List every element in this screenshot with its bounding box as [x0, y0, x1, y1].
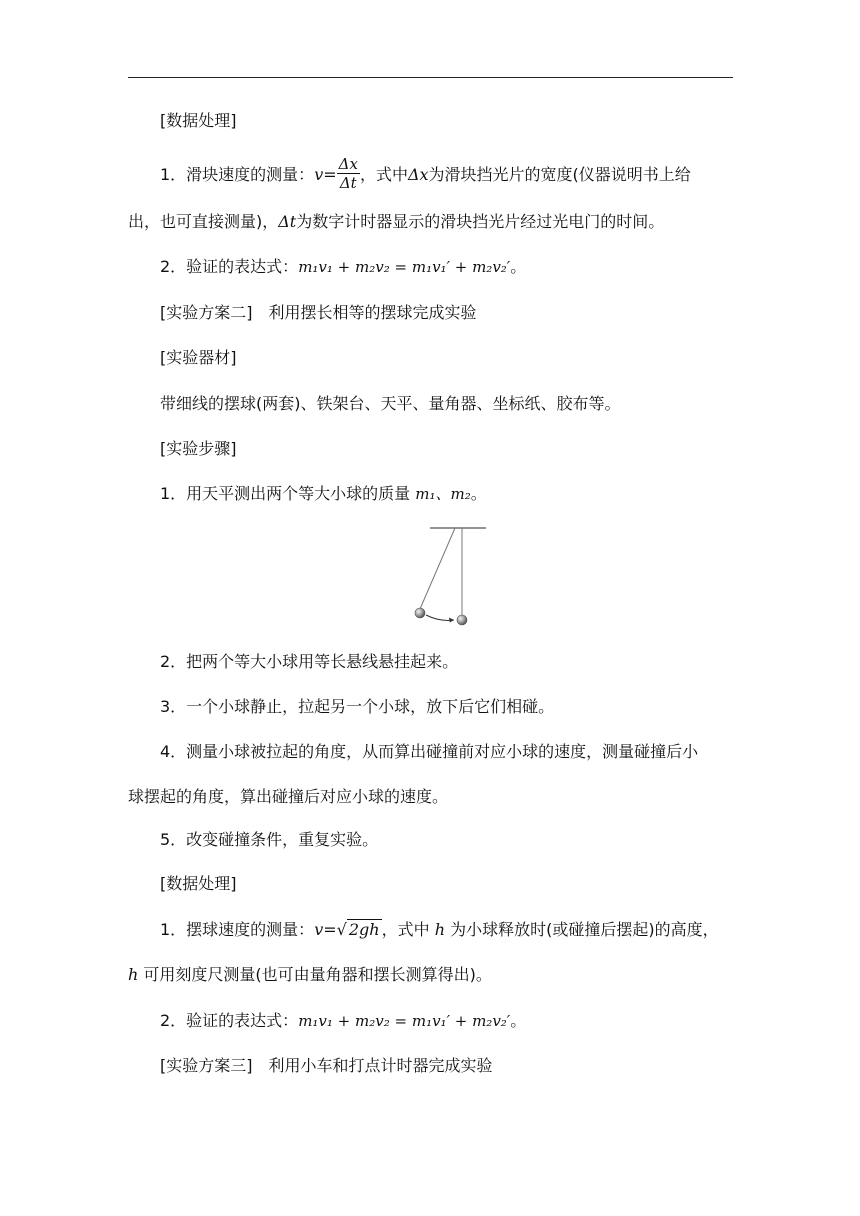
fraction — [337, 155, 360, 192]
mass-vars: m₁、m₂ — [415, 485, 471, 503]
fraction-denominator: Δt — [339, 174, 357, 192]
item-prefix: 1．摆球速度的测量： — [160, 920, 315, 939]
step-2: 2．把两个等大小球用等长悬线悬挂起来。 — [160, 652, 459, 671]
sqrt-expression — [337, 920, 382, 940]
var-dx: Δx — [407, 165, 429, 184]
item-prefix: 1．滑块速度的测量： — [160, 165, 315, 184]
section-data-processing-2: [数据处理] — [160, 874, 237, 893]
section-scheme-2: [实验方案二] 利用摆长相等的摆球完成实验 — [160, 303, 477, 322]
momentum-formula: m₁v₁ + m₂v₂ = m₁v₁′ + m₂v₂′ — [298, 258, 511, 276]
period: 。 — [510, 257, 527, 276]
fraction-numerator: Δx — [338, 155, 358, 173]
step-4-line-2: 球摆起的角度，算出碰撞后对应小球的速度。 — [128, 787, 449, 806]
rest-ball — [457, 615, 467, 625]
velocity-measure-line-2 — [128, 212, 664, 232]
verify-expression-2 — [160, 1011, 526, 1031]
var-h: h — [434, 920, 445, 939]
item-mid: ，式中 — [381, 920, 430, 939]
pulled-string — [420, 528, 455, 609]
section-data-processing-1: [数据处理] — [160, 111, 237, 130]
step-5: 5．改变碰撞条件，重复实验。 — [160, 830, 379, 849]
arrow-head-icon — [449, 618, 454, 623]
pendulum-velocity-line-2 — [128, 965, 492, 985]
verify-expression-1 — [160, 257, 526, 277]
equals-sign: = — [323, 920, 337, 939]
header-rule — [128, 77, 733, 78]
var-v: v — [314, 920, 324, 939]
period: 。 — [470, 484, 487, 503]
equals-sign: = — [323, 165, 337, 184]
velocity-measure-line — [160, 157, 691, 194]
item-suffix: 为小球释放时(或碰撞后摆起)的高度， — [450, 920, 719, 939]
pendulum-figure — [408, 522, 492, 630]
sqrt-radicand: 2gh — [348, 920, 380, 939]
text-segment: 可用刻度尺测量(也可由量角器和摆长测算得出)。 — [143, 965, 492, 984]
pulled-ball — [415, 608, 425, 618]
item-prefix: 2．验证的表达式： — [160, 257, 299, 276]
item-prefix: 2．验证的表达式： — [160, 1011, 299, 1030]
section-scheme-3: [实验方案三] 利用小车和打点计时器完成实验 — [160, 1056, 493, 1075]
step-3: 3．一个小球静止，拉起另一个小球，放下后它们相碰。 — [160, 697, 555, 716]
momentum-formula: m₁v₁ + m₂v₂ = m₁v₁′ + m₂v₂′ — [298, 1012, 511, 1030]
var-h: h — [128, 965, 139, 984]
equipment-list: 带细线的摆球(两套)、铁架台、天平、量角器、坐标纸、胶布等。 — [160, 394, 621, 413]
section-equipment: [实验器材] — [160, 348, 237, 367]
text-segment: 1．用天平测出两个等大小球的质量 — [160, 484, 411, 503]
section-steps: [实验步骤] — [160, 439, 237, 458]
item-mid: ，式中 — [359, 165, 408, 184]
item-suffix: 为滑块挡光片的宽度(仪器说明书上给 — [428, 165, 691, 184]
pendulum-velocity-line — [160, 920, 719, 940]
var-v: v — [314, 165, 324, 184]
step-4-line-1: 4．测量小球被拉起的角度，从而算出碰撞前对应小球的速度，测量碰撞后小 — [160, 742, 699, 761]
step-1 — [160, 484, 487, 504]
period: 。 — [510, 1011, 527, 1030]
var-dt: Δt — [278, 212, 297, 231]
text-segment: 为数字计时器显示的滑块挡光片经过光电门的时间。 — [296, 212, 665, 231]
text-segment: 出，也可直接测量)， — [128, 212, 279, 231]
sqrt-icon: √ — [336, 920, 347, 939]
